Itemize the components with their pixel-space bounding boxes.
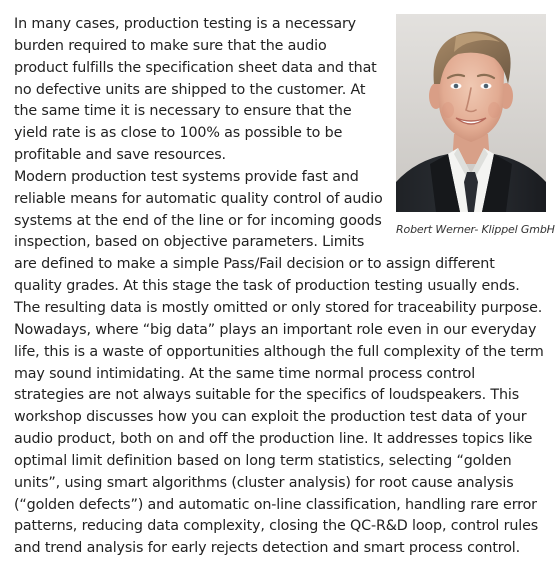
paragraph-intro: In many cases, production testing is a necessary burden required to make sure that the audio product fulfills the specification sheet data and that no defective units are shipped to the customer. At the same time it is necessary to ensure that the yield rate is as close to 100% as possible to be profitable and save resources. — [14, 16, 377, 164]
author-figure — [396, 14, 555, 237]
paragraph-big-data: Nowadays, where “big data” plays an important role even in our everyday life, this is a waste of opportunities although the full complexity of the term may sound intimidating. At the same time normal process control strategies are not always suitable for the specifics of loudspeakers. This workshop discusses how you can exploit the production test data of your audio product, both on and off the production line. It addresses topics like optimal limit definition based on long term statistics, selecting “golden units”, using smart algorithms (cluster analysis) for root cause analysis (“golden defects”) and automatic on-line classification, handling rare error patterns, reducing data complexity, closing the QC-R&D loop, control rules and trend analysis for early rejects detection and smart process control. — [14, 321, 544, 557]
author-photo — [396, 14, 546, 212]
photo-caption: Robert Werner- Klippel GmbH — [396, 223, 555, 236]
article — [14, 14, 555, 560]
paragraph-production-systems: Modern production test systems provide fast and reliable means for automatic quality control of audio systems at the end of the line or for incoming goods inspection, based on objective parameters. Limits are defined to make a simple Pass/Fail decision or to assign different quality grades. At this stage the task of production testing usually ends. The resulting data is mostly omitted or only stored for traceability purpose. — [14, 168, 543, 316]
